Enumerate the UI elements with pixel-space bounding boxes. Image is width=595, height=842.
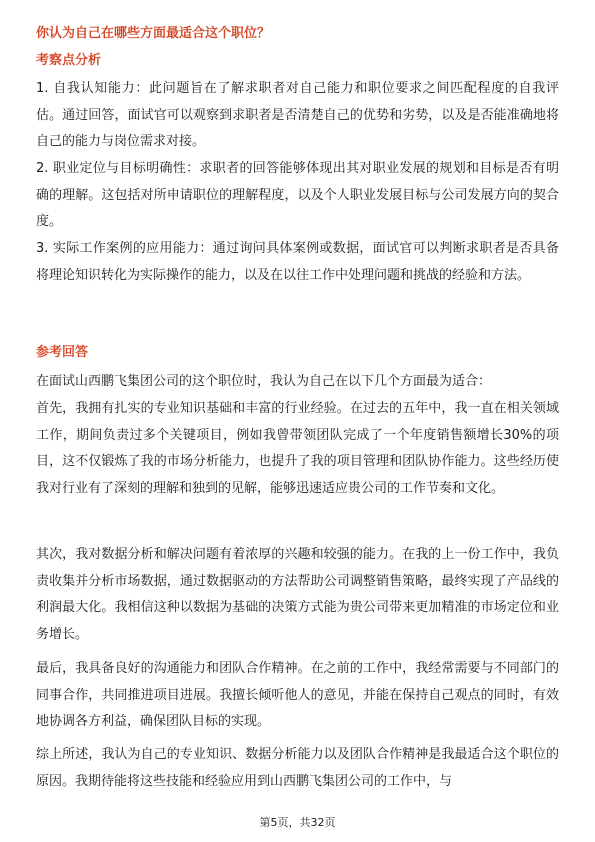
reference-paragraph-third: 最后，我具备良好的沟通能力和团队合作精神。在之前的工作中，我经常需要与不同部门的同事合作，共同推进项目进展。我擅长倾听他人的意见，并能在保持自己观点的同时，有效地协调各方利益，确保团队目标的实现。: [36, 661, 559, 729]
analysis-section-title: 考察点分析: [36, 53, 102, 68]
reference-paragraph-intro: 在面试山西鹏飞集团公司的这个职位时，我认为自己在以下几个方面最为适合：: [36, 374, 492, 389]
question-heading: 你认为自己在哪些方面最适合这个职位？: [36, 26, 271, 41]
analysis-item-3: 3. 实际工作案例的应用能力：通过询问具体案例或数据，面试官可以判断求职者是否具备将理论知识转化为实际操作的能力，以及在以往工作中处理问题和挑战的经验和方法。: [36, 241, 559, 283]
analysis-item-2: 2. 职业定位与目标明确性：求职者的回答能够体现出其对职业发展的规划和目标是否有明确的理解。这包括对所申请职位的理解程度，以及个人职业发展目标与公司发展方向的契合度。: [36, 161, 559, 229]
reference-section-title: 参考回答: [36, 345, 89, 360]
reference-paragraph-first: 首先，我拥有扎实的专业知识基础和丰富的行业经验。在过去的五年中，我一直在相关领域工作，期间负责过多个关键项目，例如我曾带领团队完成了一个年度销售额增长30%的项目，这不仅锻炼了我的市场分析能力，也提升了我的项目管理和团队协作能力。这些经历使我对行业有了深刻的理解和独到的见解，能够迅速适应贵公司的工作节奏和文化。: [36, 401, 559, 496]
page-number-footer: 第5页，共32页: [259, 816, 336, 829]
analysis-item-1: 1. 自我认知能力：此问题旨在了解求职者对自己能力和职位要求之间匹配程度的自我评估。通过回答，面试官可以观察到求职者是否清楚自己的优势和劣势，以及是否能准确地将自己的能力与岗位需求对接。: [36, 81, 559, 149]
reference-paragraph-second: 其次，我对数据分析和解决问题有着浓厚的兴趣和较强的能力。在我的上一份工作中，我负责收集并分析市场数据，通过数据驱动的方法帮助公司调整销售策略，最终实现了产品线的利润最大化。我相信这种以数据为基础的决策方式能为贵公司带来更加精准的市场定位和业务增长。: [36, 547, 559, 642]
reference-paragraph-summary: 综上所述，我认为自己的专业知识、数据分析能力以及团队合作精神是我最适合这个职位的原因。我期待能将这些技能和经验应用到山西鹏飞集团公司的工作中，与: [36, 747, 559, 789]
